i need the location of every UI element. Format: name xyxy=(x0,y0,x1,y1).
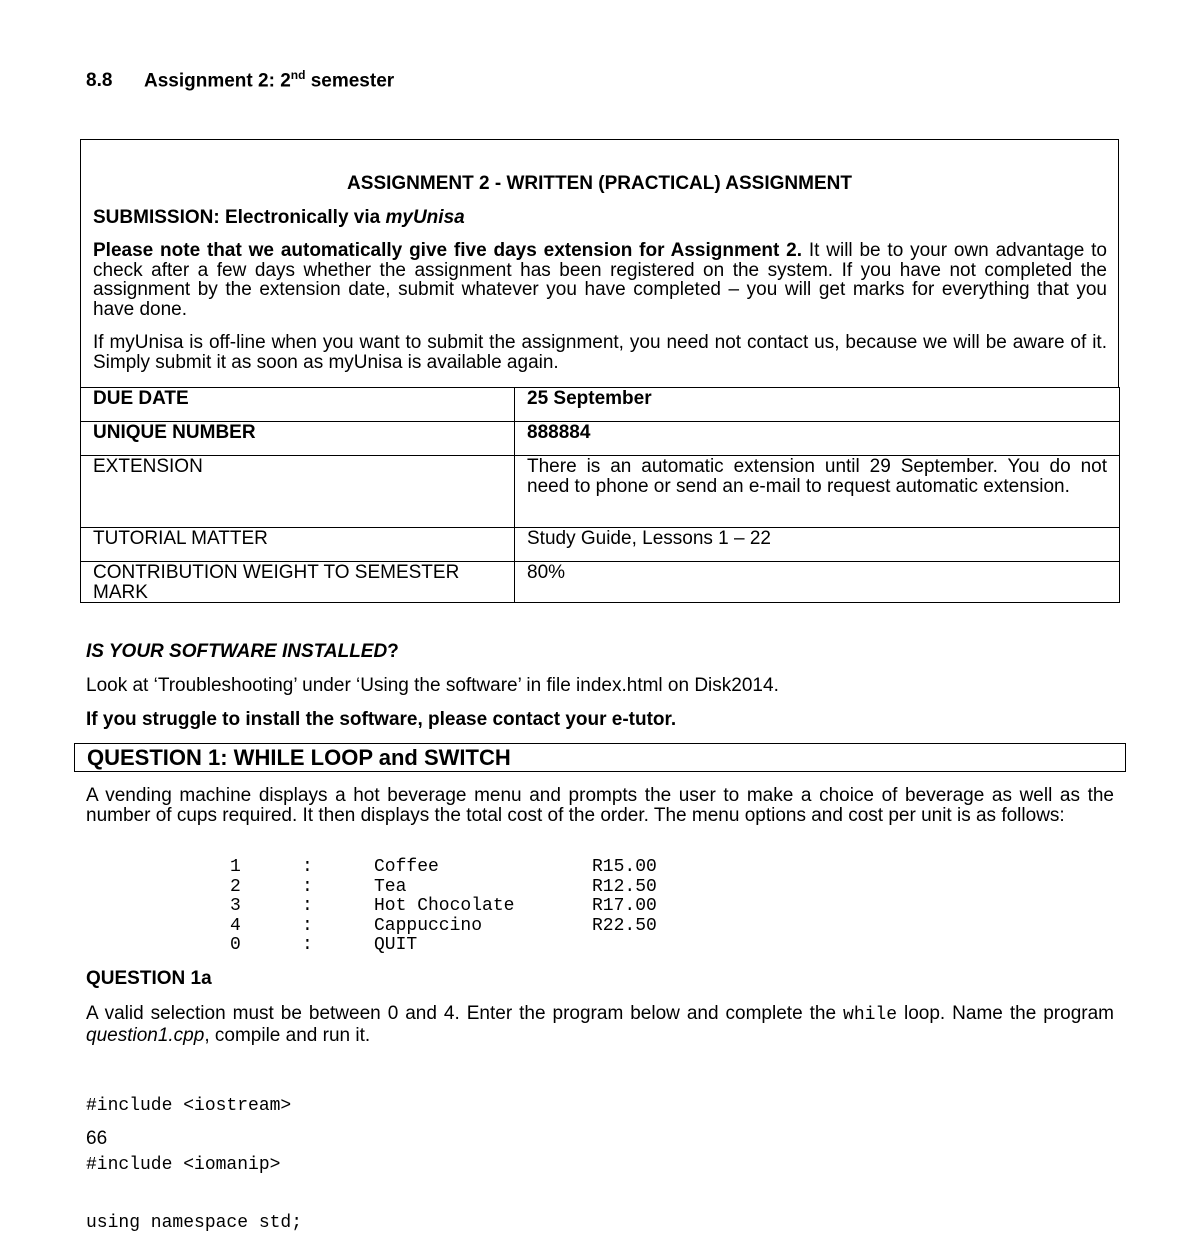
menu-item: Hot Chocolate xyxy=(374,896,515,916)
software-heading-mark: ? xyxy=(387,641,399,662)
menu-separator: : xyxy=(302,935,313,955)
menu-row xyxy=(230,936,657,956)
due-date-value: 25 September xyxy=(515,388,1120,422)
menu-item: QUIT xyxy=(374,935,418,955)
section-title-prefix: Assignment 2: 2 xyxy=(144,70,291,92)
menu-separator: : xyxy=(302,876,313,897)
menu-number: 2 xyxy=(230,876,241,897)
code-line: using namespace std; xyxy=(86,1213,303,1233)
menu-price: R22.50 xyxy=(592,915,657,936)
software-heading-text: IS YOUR SOFTWARE INSTALLED xyxy=(86,641,388,662)
section-number: 8.8 xyxy=(86,70,113,92)
install-help-note: If you struggle to install the software, please contact your e-tutor. xyxy=(86,709,677,730)
menu-price: R17.00 xyxy=(592,896,657,916)
table-row xyxy=(81,456,1120,528)
menu-price: R12.50 xyxy=(592,876,657,897)
troubleshooting-line xyxy=(86,675,779,697)
question1a-heading: QUESTION 1a xyxy=(86,968,212,989)
table-row xyxy=(81,422,1120,456)
assignment-info-box xyxy=(80,139,1119,388)
troubleshooting-text: Look at ‘Troubleshooting’ under ‘Using the software’ in file index.html on Disk xyxy=(86,675,732,696)
assignment-details-table xyxy=(80,387,1120,603)
question1a-instructions xyxy=(86,1004,1114,1045)
question1-intro: A vending machine displays a hot beverage menu and prompts the user to make a choice of beverage as well as the number of cups required. It then displays the total cost of the order. The menu options and cost per unit is as follows: xyxy=(86,785,1114,826)
menu-row xyxy=(230,858,657,878)
program-filename: question1.cpp xyxy=(86,1024,205,1046)
disk-year: 2014 xyxy=(731,675,774,696)
assignment-title: ASSIGNMENT 2 - WRITTEN (PRACTICAL) ASSIGNMENT xyxy=(347,173,852,194)
menu-number: 0 xyxy=(230,935,241,955)
submission-label: SUBMISSION xyxy=(93,207,214,228)
menu-item: Tea xyxy=(374,876,407,897)
menu-price: R15.00 xyxy=(592,857,657,877)
troubleshooting-end: . xyxy=(773,675,779,696)
tutorial-matter-label: TUTORIAL MATTER xyxy=(81,528,515,562)
question1-heading-box xyxy=(74,743,1126,772)
menu-row xyxy=(230,917,657,937)
extension-note-bold: Please note that we automatically give five days extension for Assignment 2. xyxy=(93,240,803,261)
contribution-weight-label: CONTRIBUTION WEIGHT TO SEMESTER MARK xyxy=(81,562,515,603)
menu-row xyxy=(230,878,657,898)
section-heading xyxy=(86,68,394,92)
submission-text: : Electronically via xyxy=(213,207,386,228)
offline-note: If myUnisa is off-line when you want to submit the assignment, you need not contact us, because we will be aware of it. Simply submit it as soon as myUnisa is available again. xyxy=(93,332,1107,373)
contribution-weight-value: 80% xyxy=(515,562,1120,603)
submission-line xyxy=(93,207,465,229)
submission-system: myUnisa xyxy=(385,207,465,228)
instructions-text-before: A valid selection must be between 0 and 4. Enter the program below and complete the xyxy=(86,1003,844,1024)
extension-label: EXTENSION xyxy=(81,456,515,528)
extension-value: There is an automatic extension until 29 September. You do not need to phone or send an e-mail to request automatic extension. xyxy=(515,456,1120,528)
menu-item: Cappuccino xyxy=(374,915,483,936)
software-heading xyxy=(86,641,399,663)
menu-separator: : xyxy=(302,857,313,877)
question1-title: QUESTION 1: WHILE LOOP and SWITCH xyxy=(87,745,511,770)
unique-number-label: UNIQUE NUMBER xyxy=(81,422,515,456)
menu-item: Coffee xyxy=(374,857,439,877)
instructions-text-after: , compile and run it. xyxy=(204,1024,371,1046)
while-keyword: while xyxy=(843,1005,898,1025)
menu-number: 1 xyxy=(230,857,241,877)
due-date-label: DUE DATE xyxy=(81,388,515,422)
page-number: 66 xyxy=(86,1128,108,1149)
code-line: #include <iostream> xyxy=(86,1096,292,1116)
menu-separator: : xyxy=(302,915,313,936)
table-row xyxy=(81,388,1120,422)
extension-note xyxy=(93,241,1107,319)
section-title-superscript: nd xyxy=(290,68,306,82)
instructions-text-mid: loop. Name the program xyxy=(897,1003,1114,1024)
table-row xyxy=(81,562,1120,603)
extension-note-rest: It will be to your own advantage to check after a few days whether the assignment has been registered on the system. If you have not completed the assignment by the extension date, submit whatever you have completed – you will get marks for everything that you have done. xyxy=(93,240,1108,320)
section-title-suffix: semester xyxy=(305,70,395,92)
menu-row xyxy=(230,897,657,917)
table-row xyxy=(81,528,1120,562)
menu-separator: : xyxy=(302,896,313,916)
tutorial-matter-value: Study Guide, Lessons 1 – 22 xyxy=(515,528,1120,562)
code-line: #include <iomanip> xyxy=(86,1154,281,1175)
code-listing xyxy=(86,1058,302,1253)
menu-number: 3 xyxy=(230,896,241,916)
beverage-menu xyxy=(230,858,657,956)
unique-number-value: 888884 xyxy=(515,422,1120,456)
menu-number: 4 xyxy=(230,915,241,936)
